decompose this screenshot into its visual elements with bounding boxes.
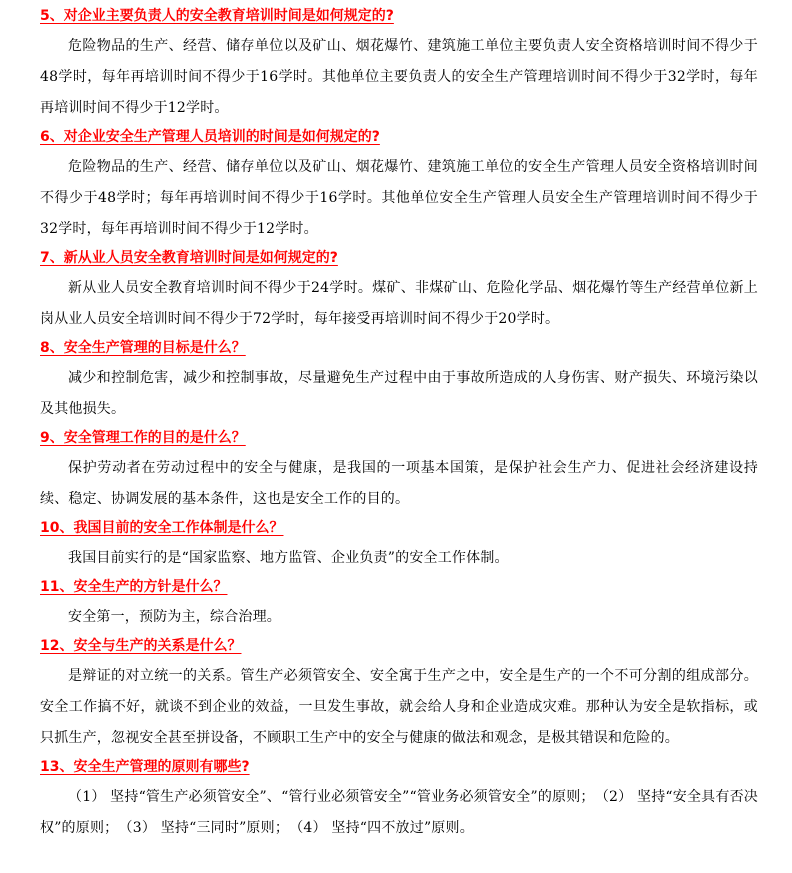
- question-heading: 11、安全生产的方针是什么？: [40, 579, 228, 595]
- answer-paragraph: 新从业人员安全教育培训时间不得少于24学时。煤矿、非煤矿山、危险化学品、烟花爆竹等生产经营单位新上岗从业人员安全培训时间不得少于72学时，每年接受再培训时间不得少于20学时。: [40, 280, 758, 327]
- question-heading: 8、安全生产管理的目标是什么？: [40, 340, 246, 356]
- answer-paragraph: 保护劳动者在劳动过程中的安全与健康，是我国的一项基本国策，是保护社会生产力、促进社会经济建设持续、稳定、协调发展的基本条件，这也是安全工作的目的。: [40, 460, 758, 507]
- answer-paragraph: 安全第一，预防为主，综合治理。: [68, 609, 281, 625]
- qa-item-6: [40, 127, 758, 245]
- qa-item-12: [40, 636, 758, 754]
- question-heading: 5、对企业主要负责人的安全教育培训时间是如何规定的?: [40, 8, 394, 24]
- qa-item-5: [40, 6, 758, 124]
- qa-item-9: [40, 428, 758, 515]
- answer-paragraph: 危险物品的生产、经营、储存单位以及矿山、烟花爆竹、建筑施工单位主要负责人安全资格培训时间不得少于48学时，每年再培训时间不得少于16学时。其他单位主要负责人的安全生产管理培训时间不得少于32学时，每年再培训时间不得少于12学时。: [40, 38, 758, 116]
- question-heading: 12、安全与生产的关系是什么？: [40, 638, 242, 654]
- qa-item-10: [40, 518, 758, 574]
- answer-paragraph: 减少和控制危害，减少和控制事故，尽量避免生产过程中由于事故所造成的人身伤害、财产损失、环境污染以及其他损失。: [40, 370, 758, 417]
- qa-item-13: [40, 757, 758, 844]
- qa-item-11: [40, 577, 758, 633]
- question-heading: 7、新从业人员安全教育培训时间是如何规定的?: [40, 250, 338, 266]
- question-heading: 6、对企业安全生产管理人员培训的时间是如何规定的?: [40, 129, 380, 145]
- answer-paragraph: （1） 坚持“管生产必须管安全”、“管行业必须管安全”“管业务必须管安全”的原则； （2） 坚持“安全具有否决权”的原则； （3） 坚持“三同时”原则； （4） 坚持“四不放过”原则。: [40, 789, 758, 836]
- qa-item-7: [40, 248, 758, 335]
- question-heading: 13、安全生产管理的原则有哪些?: [40, 759, 250, 775]
- answer-paragraph: 是辩证的对立统一的关系。管生产必须管安全、安全寓于生产之中，安全是生产的一个不可分割的组成部分。安全工作搞不好，就谈不到企业的效益，一旦发生事故，就会给人身和企业造成灾难。那种认为安全是软指标，或只抓生产，忽视安全甚至拼设备，不顾职工生产中的安全与健康的做法和观念，是极其错误和危险的。: [40, 668, 758, 746]
- question-heading: 9、安全管理工作的目的是什么？: [40, 430, 246, 446]
- answer-paragraph: 危险物品的生产、经营、储存单位以及矿山、烟花爆竹、建筑施工单位的安全生产管理人员安全资格培训时间不得少于48学时；每年再培训时间不得少于16学时。其他单位安全生产管理人员安全生产管理培训时间不得少于32学时，每年再培训时间不得少于12学时。: [40, 159, 758, 237]
- answer-paragraph: 我国目前实行的是“国家监察、地方监管、企业负责”的安全工作体制。: [68, 550, 509, 566]
- question-heading: 10、我国目前的安全工作体制是什么？: [40, 520, 284, 536]
- qa-item-8: [40, 338, 758, 425]
